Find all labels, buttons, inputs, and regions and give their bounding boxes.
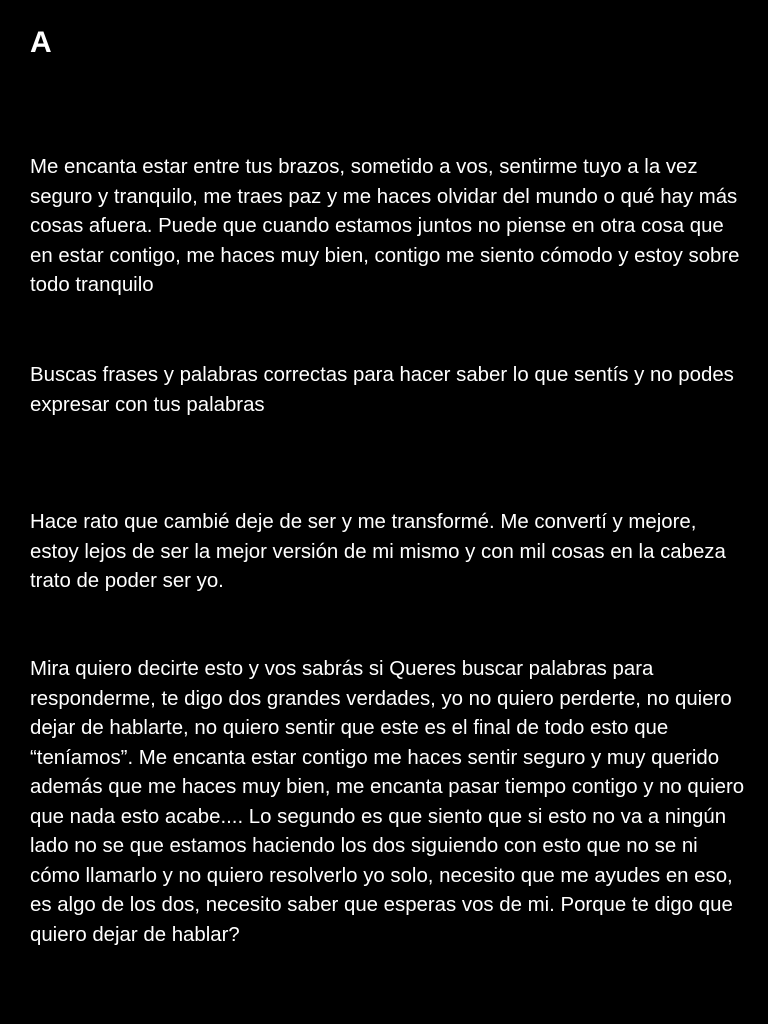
note-paragraph-3: Hace rato que cambié deje de ser y me transformé. Me convertí y mejore, estoy lejos de ser la mejor versión de mi mismo y con mil cosas en la cabeza trato de poder ser yo.	[30, 511, 726, 592]
note-title: A	[30, 26, 52, 59]
note-paragraph-1: Me encanta estar entre tus brazos, sometido a vos, sentirme tuyo a la vez seguro y tranquilo, me traes paz y me haces olvidar del mundo o qué hay más cosas afuera. Puede que cuando estamos juntos no piense en otra cosa que en estar contigo, me haces muy bien, contigo me siento cómodo y estoy sobre todo tranquilo	[30, 156, 740, 296]
note-paragraph-4: Mira quiero decirte esto y vos sabrás si Queres buscar palabras para responderme, te digo dos grandes verdades, yo no quiero perderte, no quiero dejar de hablarte, no quiero sentir que este es el final de todo esto que “teníamos”. Me encanta estar contigo me haces sentir seguro y muy querido además que me haces muy bien, me encanta pasar tiempo contigo y no quiero que nada esto acabe.... Lo segundo es que siento que si esto no va a ningún lado no se que estamos haciendo los dos siguiendo con esto que no se ni cómo llamarlo y no quiero resolverlo yo solo, necesito que me ayudes en eso, es algo de los dos, necesito saber que esperas vos de mi. Porque te digo que quiero dejar de hablar?	[30, 658, 745, 946]
note-paragraph-2: Buscas frases y palabras correctas para hacer saber lo que sentís y no podes expresar con tus palabras	[30, 364, 734, 416]
